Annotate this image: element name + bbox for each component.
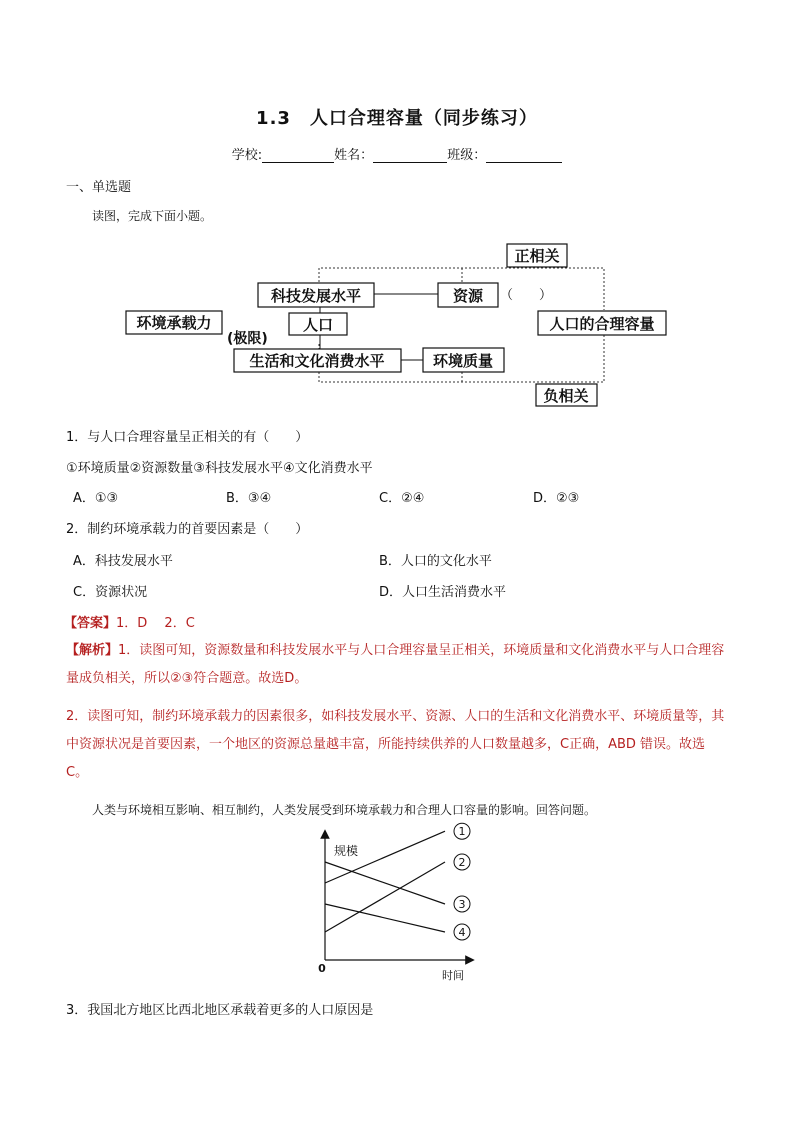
- negative-label: 负相关: [543, 387, 589, 405]
- series-line-2: [325, 862, 445, 932]
- resource-blank: （ ）: [500, 288, 553, 303]
- series-label-1: 1: [458, 825, 466, 839]
- section-heading: 一、单选题: [66, 180, 132, 195]
- page-title: 1.3 人口合理容量（同步练习）: [256, 108, 538, 129]
- positive-label: 正相关: [514, 247, 560, 265]
- passage-2: 人类与环境相互影响、相互制约，人类发展受到环境承载力和合理人口容量的影响。回答问题。: [92, 803, 597, 817]
- q2-option-c: C．资源状况: [73, 585, 148, 600]
- series-label-3: 3: [458, 898, 466, 911]
- tech-label: 科技发展水平: [270, 287, 362, 305]
- resource-label: 资源: [452, 287, 484, 305]
- answer-tag: 【答案】: [64, 616, 117, 631]
- analysis-tag: 【解析】: [66, 643, 119, 658]
- q2-option-b: B．人口的文化水平: [379, 554, 492, 569]
- q1-option-c: C．②④: [379, 491, 425, 506]
- diagram-intro: 读图，完成下面小题。: [92, 209, 213, 223]
- q3-stem: 3．我国北方地区比西北地区承载着更多的人口原因是: [66, 1003, 374, 1018]
- y-axis-label: 规模: [334, 844, 359, 858]
- series-label-2: 2: [458, 856, 466, 869]
- school-label: 学校:: [231, 148, 263, 163]
- q1-items: ①环境质量②资源数量③科技发展水平④文化消费水平: [66, 461, 373, 476]
- name-label: 姓名：: [334, 148, 374, 163]
- series-line-4: [325, 904, 445, 932]
- series-line-3: [325, 862, 445, 904]
- limit-label: (极限): [227, 331, 268, 347]
- q1-option-b: B．③④: [226, 491, 272, 506]
- capacity-label: 环境承载力: [136, 314, 212, 332]
- answer-text: 1．D 2．C: [116, 616, 195, 631]
- q2-option-a: A．科技发展水平: [73, 554, 173, 569]
- class-label: 班级：: [447, 148, 487, 163]
- x-axis-label: 时间: [442, 969, 464, 982]
- q1-stem: 1．与人口合理容量呈正相关的有（ ）: [66, 430, 309, 445]
- analysis-p1-text: 1．读图可知，资源数量和科技发展水平与人口合理容量呈正相关，环境质量和文化消费水平与人口合理容量成负相关，所以②③符合题意。故选D。: [66, 643, 725, 686]
- q2-option-d: D．人口生活消费水平: [379, 585, 507, 600]
- reasonable-label: 人口的合理容量: [549, 315, 655, 333]
- q1-option-a: A．①③: [73, 491, 119, 506]
- series-label-4: 4: [458, 926, 466, 939]
- population-label: 人口: [302, 316, 334, 334]
- origin-label: 0: [318, 962, 326, 975]
- environment-label: 环境质量: [432, 352, 494, 370]
- q1-option-d: D．②③: [533, 491, 580, 506]
- living-label: 生活和文化消费水平: [249, 352, 385, 370]
- analysis-paragraph-2: 2．读图可知，制约环境承载力的因素很多，如科技发展水平、资源、人口的生活和文化消费水平、环境质量等，其中资源状况是首要因素，一个地区的资源总量越丰富，所能持续供养的人口数量越多，C正确，ABD 错误。故选C。: [66, 709, 725, 780]
- q2-stem: 2．制约环境承载力的首要因素是（ ）: [66, 522, 309, 537]
